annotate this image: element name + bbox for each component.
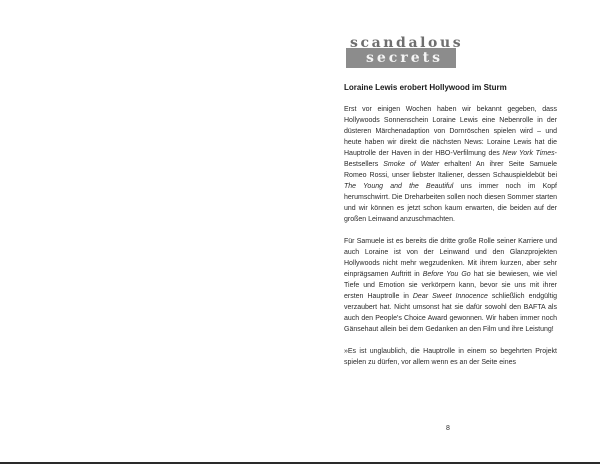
page-bottom-border bbox=[0, 462, 600, 464]
paragraph-3: »Es ist unglaublich, die Hauptrolle in einem so begehrten Projekt spielen zu dürfen, vor allem wenn es an der Seite eines bbox=[344, 348, 557, 366]
magazine-logo bbox=[346, 35, 464, 69]
paragraph-2: Für Samuele ist es bereits die dritte große Rolle seiner Karriere und auch Loraine ist von der Leinwand und den Glanzprojekten Hollywoods nicht mehr wegzudenken. Mit ihrem kurzen, aber sehr einprägsamen Auftritt in Before You Go hat sie bewiesen, wie viel Tiefe und Emotion sie verkörpern kann, bevor sie uns mit ihrer ersten Hauptrolle in Dear Sweet Innocence schließlich endgültig verzaubert hat. Nicht umsonst hat sie dafür sowohl den BAFTA als auch den People's Choice Award gewonnen. Wir haben immer noch Gänsehaut allein bei dem Gedanken an den Film und ihre Leistung! bbox=[344, 238, 557, 333]
article-headline: Loraine Lewis erobert Hollywood im Sturm bbox=[344, 83, 507, 92]
article-body bbox=[344, 104, 557, 368]
title-new-york-times: New York Times bbox=[502, 150, 555, 157]
title-dear-sweet-innocence: Dear Sweet Innocence bbox=[412, 293, 488, 300]
title-smoke-of-water: Smoke of Water bbox=[383, 161, 440, 168]
left-page-blank bbox=[0, 0, 300, 462]
paragraph-1: Erst vor einigen Wochen haben wir bekannt gegeben, dass Hollywoods Sonnenschein Loraine Lewis eine Nebenrolle in der düsteren Märchenadaption von Dornröschen spielen wird – und heute haben wir direkt die nächsten News: Loraine Lewis hat die Hauptrolle der Haven in der HBO-Verfilmung des New York Times-Bestsellers Smoke of Water erhalten! An ihrer Seite Samuele Romeo Rossi, unser liebster Italiener, dessen Schauspieldebüt bei The Young and the Beautiful uns immer noch im Kopf herumschwirrt. Die Dreharbeiten sollen noch diesen Sommer starten und wir können es jetzt schon kaum erwarten, die beiden auf der großen Leinwand anzuschmachten. bbox=[344, 106, 557, 223]
page-number: 8 bbox=[446, 425, 450, 432]
title-young-and-beautiful: The Young and the Beautiful bbox=[344, 183, 454, 190]
title-before-you-go: Before You Go bbox=[422, 271, 471, 278]
logo-word-scandalous: scandalous bbox=[350, 35, 464, 51]
logo-word-secrets: secrets bbox=[366, 50, 443, 66]
